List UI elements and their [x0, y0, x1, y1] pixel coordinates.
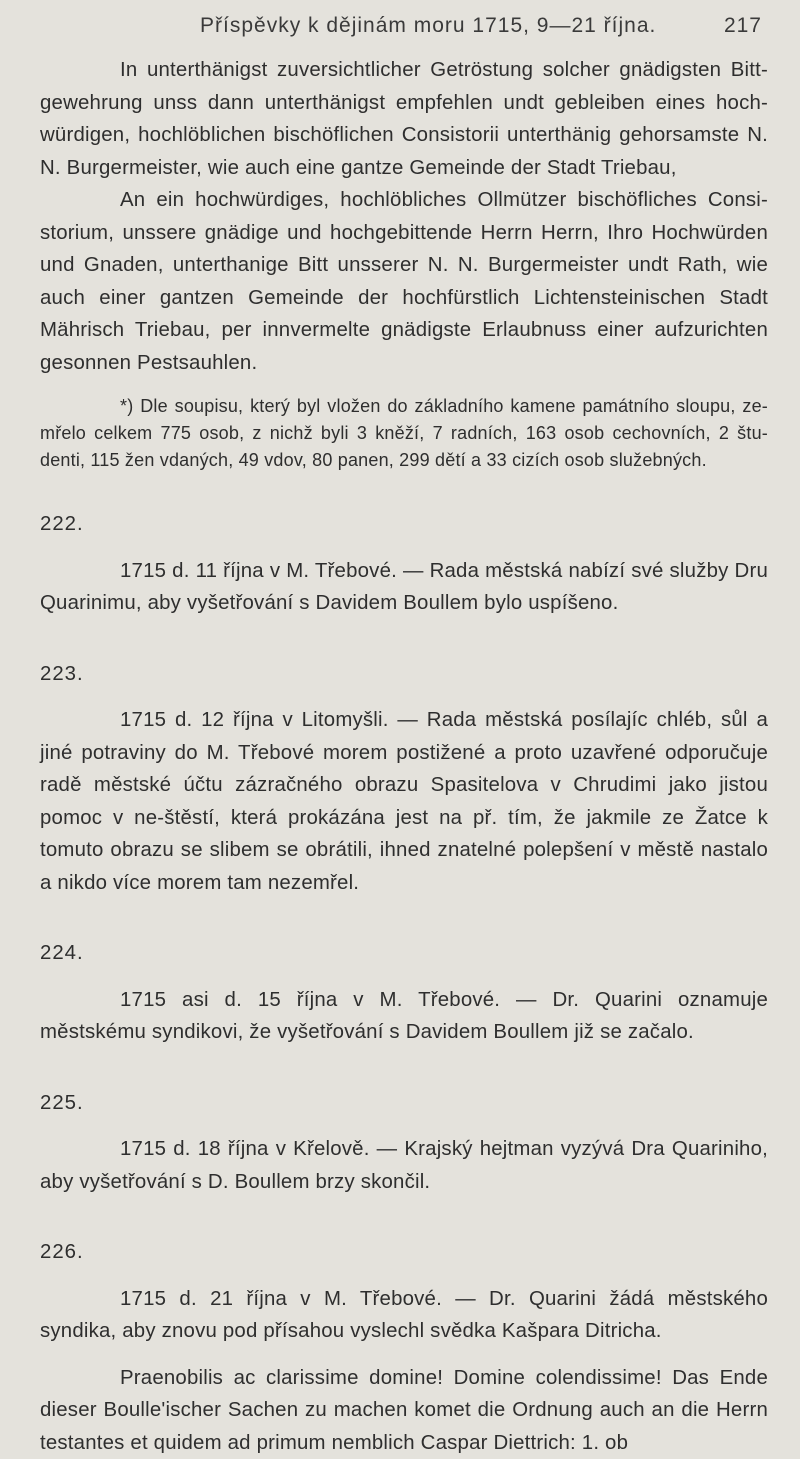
entry-text-226: 1715 d. 21 října v M. Třebové. — Dr. Quarini žádá městského syndika, aby znovu pod přísahou vyslechl svědka Kašpara Ditricha. — [40, 1283, 768, 1348]
entry-number-223: 223. — [40, 658, 768, 691]
paragraph-petition-close: In unterthänigst zuversichtlicher Getröstung solcher gnädigsten Bitt-gewehrung unss dann unterthänigst empfehlen undt gebleiben eines hoch-würdigen, hochlöblichen bischöflichen Consistorii unterthänig gehorsamste N. N. Burgermeister, wie auch eine gantze Gemeinde der Stadt Triebau, — [40, 54, 768, 184]
entry-number-224: 224. — [40, 937, 768, 970]
page-number: 217 — [724, 14, 762, 38]
entry-number-222: 222. — [40, 508, 768, 541]
footnote: *) Dle soupisu, který byl vložen do základního kamene památního sloupu, ze-mřelo celkem 775 osob, z nichž byli 3 kněží, 7 radních, 163 osob cechovních, 2 štu-denti, 115 žen vdaných, 49 vdov, 80 panen, 299 dětí a 33 cizích osob služebných. — [40, 393, 768, 474]
paragraph-petition-address: An ein hochwürdiges, hochlöbliches Ollmützer bischöfliches Consi-storium, unssere gnädige und hochgebittende Herrn Herrn, Ihro Hochwürden und Gnaden, unterthanige Bitt unsserer N. N. Burgermeister undt Rath, wie auch einer gantzen Gemeinde der hochfürstlich Lichtensteinischen Stadt Mährisch Triebau, per innvermelte gnädigste Erlaubnuss einer aufzurichten gesonnen Pestsauhlen. — [40, 184, 768, 379]
entry-number-226: 226. — [40, 1236, 768, 1269]
running-header — [0, 14, 800, 44]
entry-text-225: 1715 d. 18 října v Křelově. — Krajský hejtman vyzývá Dra Quariniho, aby vyšetřování s D. Boullem brzy skončil. — [40, 1133, 768, 1198]
entry-number-225: 225. — [40, 1087, 768, 1120]
entry-text-222: 1715 d. 11 října v M. Třebové. — Rada městská nabízí své služby Dru Quarinimu, aby vyšetřování s Davidem Boullem bylo uspíšeno. — [40, 555, 768, 620]
latin-letter-text: Praenobilis ac clarissime domine! Domine colendissime! Das Ende dieser Boulle'ischer Sachen zu machen komet die Ordnung auch an die Herrn testantes et quidem ad primum nemblich Caspar Diettrich: 1. ob — [40, 1362, 768, 1459]
running-title: Příspěvky k dějinám moru 1715, 9—21 října. — [200, 14, 656, 38]
entry-text-223: 1715 d. 12 října v Litomyšli. — Rada městská posílajíc chléb, sůl a jiné potraviny do M. Třebové morem postižené a proto uzavřené odporučuje radě městské účtu zázračného obrazu Spasitelova v Chrudimi jako jistou pomoc v ne-štěstí, která prokázána jest na př. tím, že jakmile ze Žatce k tomuto obrazu se slibem se obrátili, ihned znatelné polepšení v městě nastalo a nikdo více morem tam nezemřel. — [40, 704, 768, 899]
entry-text-224: 1715 asi d. 15 října v M. Třebové. — Dr. Quarini oznamuje městskému syndikovi, že vyšetřování s Davidem Boullem již se začalo. — [40, 984, 768, 1049]
body-text — [40, 54, 768, 1459]
